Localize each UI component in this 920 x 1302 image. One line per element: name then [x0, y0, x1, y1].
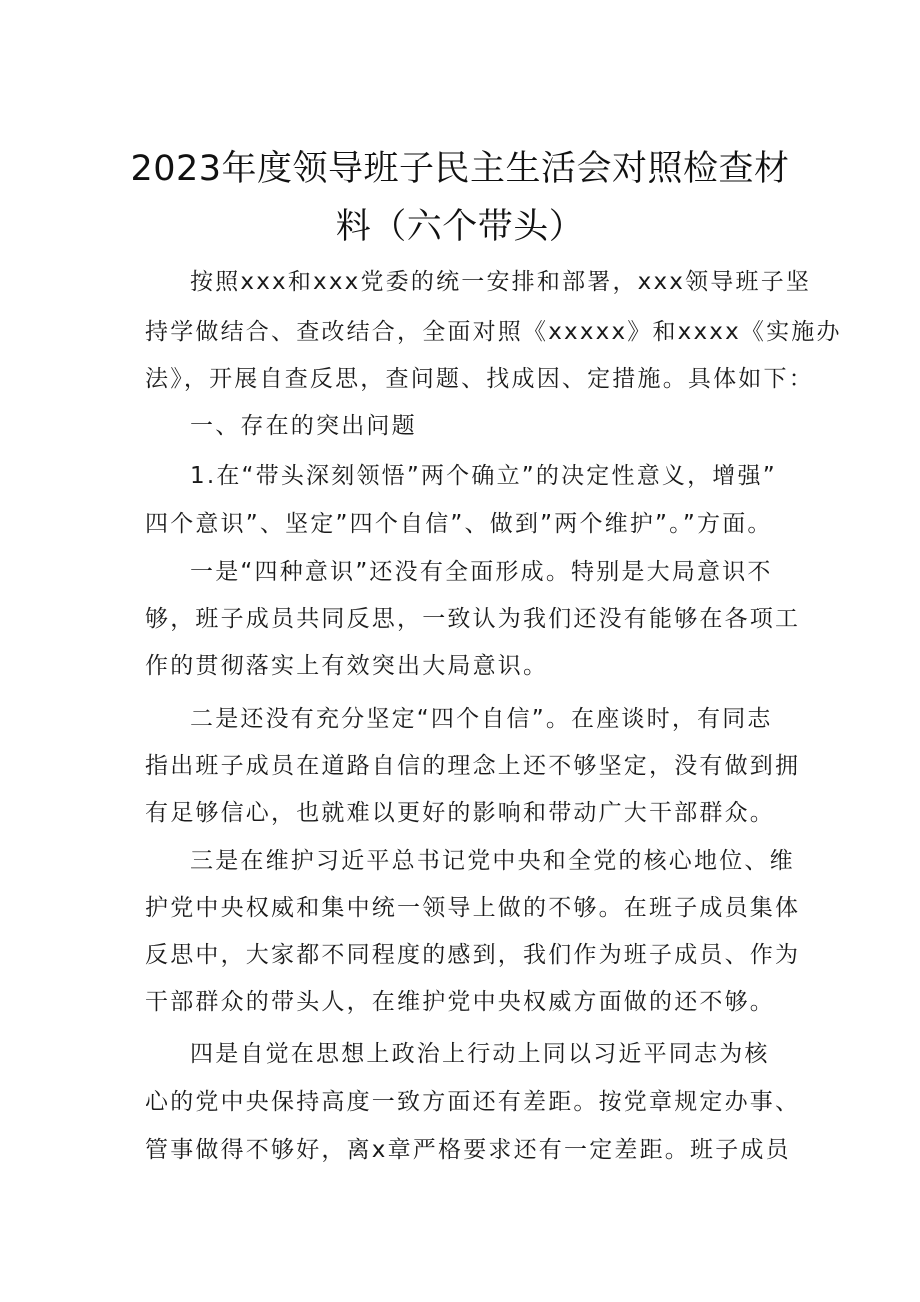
paragraph-line: 够，班子成员共同反思，一致认为我们还没有能够在各项工 — [145, 606, 801, 632]
paragraph-line: 干部群众的带头人，在维护党中央权威方面做的还不够。 — [145, 989, 775, 1015]
paragraph-line: 反思中，大家都不同程度的感到，我们作为班子成员、作为 — [145, 942, 801, 968]
paragraph-line: 作的贯彻落实上有效突出大局意识。 — [145, 653, 549, 679]
document-title-line-1: 2023年度领导班子民主生活会对照检查材 — [130, 149, 790, 189]
section-heading: 一、存在的突出问题 — [190, 413, 417, 439]
paragraph-line: 一是“四种意识”还没有全面形成。特别是大局意识不 — [190, 559, 773, 585]
paragraph-line: 四个意识”、坚定”四个自信”、做到”两个维护”。”方面。 — [145, 511, 773, 537]
paragraph-line: 法》，开展自查反思，查问题、找成因、定措施。具体如下： — [145, 366, 814, 392]
paragraph-line: 护党中央权威和集中统一领导上做的不够。在班子成员集体 — [145, 895, 801, 921]
paragraph-line: 二是还没有充分坚定“四个自信”。在座谈时，有同志 — [190, 706, 773, 732]
document-title-line-2: 料（六个带头） — [335, 207, 585, 247]
paragraph-line: 管事做得不够好，离x章严格要求还有一定差距。班子成员 — [145, 1137, 791, 1163]
paragraph-line: 指出班子成员在道路自信的理念上还不够坚定，没有做到拥 — [145, 753, 801, 779]
paragraph-line: 心的党中央保持高度一致方面还有差距。按党章规定办事、 — [145, 1089, 801, 1115]
paragraph-line: 持学做结合、查改结合，全面对照《xxxxx》和xxxx《实施办 — [145, 319, 842, 345]
paragraph-line: 有足够信心，也就难以更好的影响和带动广大干部群众。 — [145, 800, 775, 826]
paragraph-line: 四是自觉在思想上政治上行动上同以习近平同志为核 — [190, 1041, 770, 1067]
paragraph-line: 三是在维护习近平总书记党中央和全党的核心地位、维 — [190, 848, 795, 874]
paragraph-line: 1.在“带头深刻领悟”两个确立”的决定性意义，增强” — [190, 463, 777, 489]
paragraph-line: 按照xxx和xxx党委的统一安排和部署，xxx领导班子坚 — [190, 269, 812, 295]
